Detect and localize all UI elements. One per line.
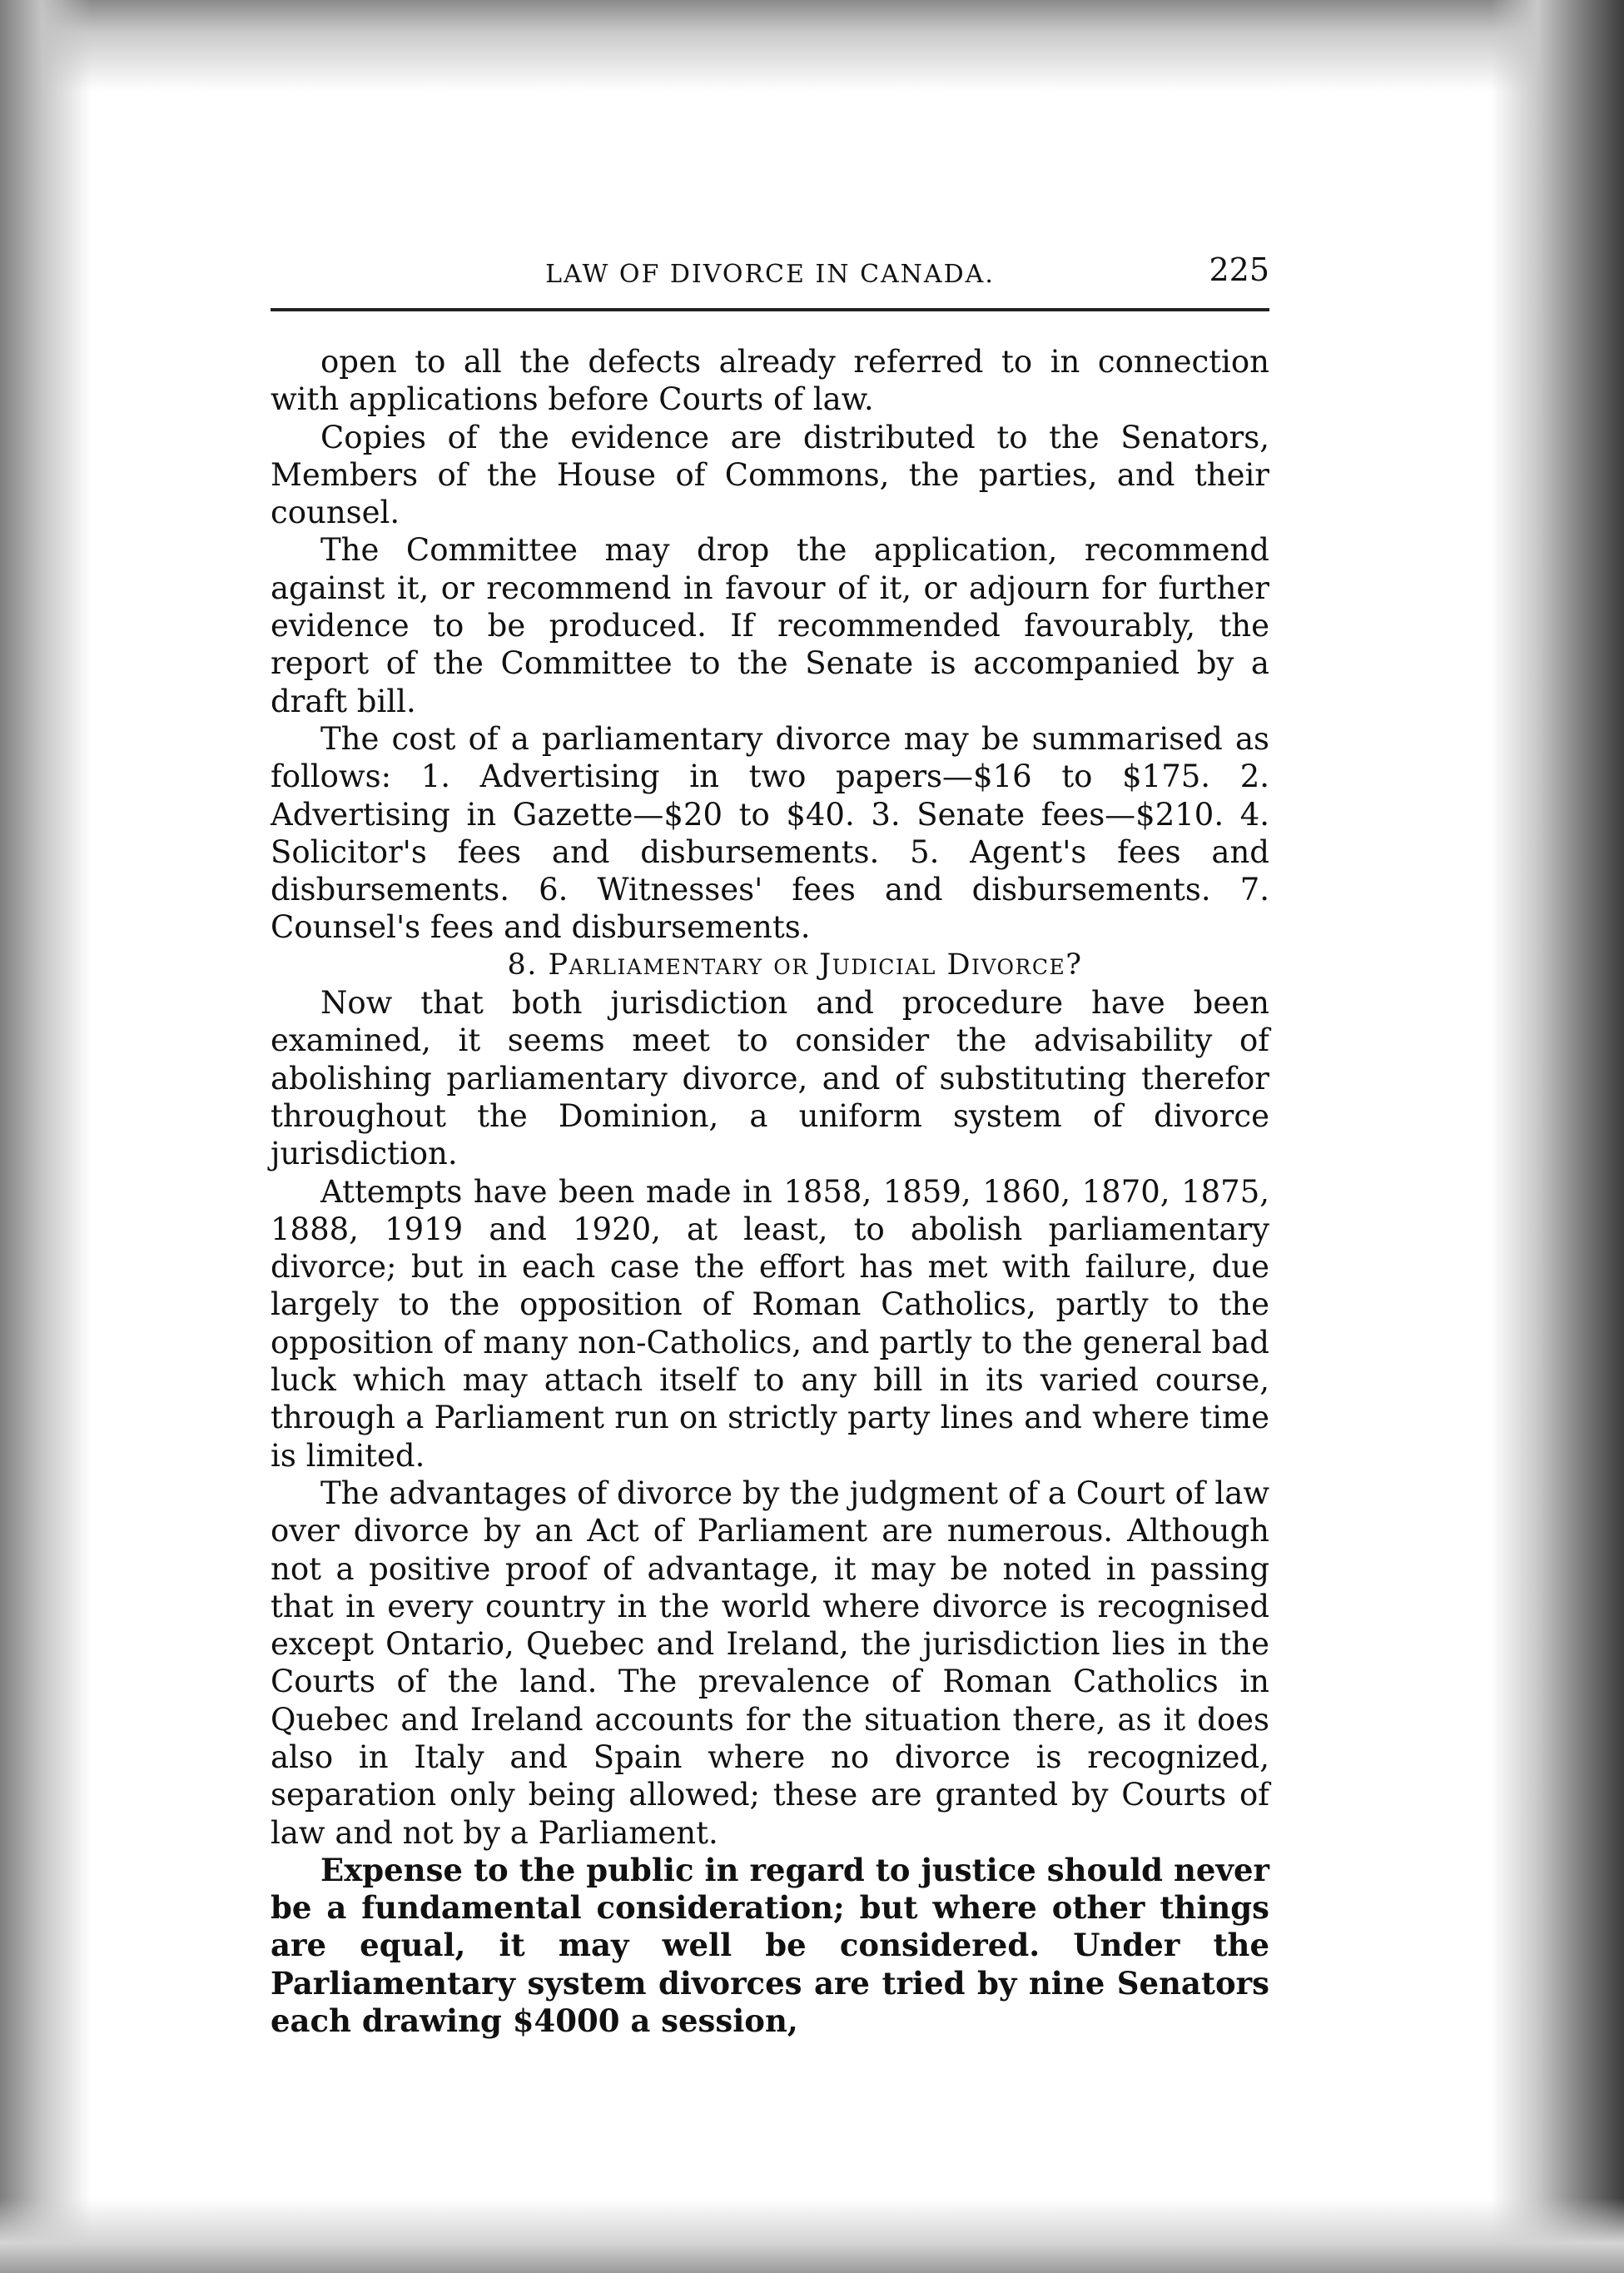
paragraph: Now that both jurisdiction and procedure have been examined, it seems meet to consider the advisability of abolishing parliamentary divorce, and of substituting therefor throughout the Dominion, a uniform system of divorce jurisdiction. <box>271 985 1269 1172</box>
running-title: LAW OF DIVORCE IN CANADA. <box>545 260 995 289</box>
running-head <box>271 250 1269 300</box>
paragraph: Expense to the public in regard to justice should never be a fundamental consideration; but where other things are equal, it may well be considered. Under the Parliamentary system divorces are tried by nine Senators each drawing $4000 a session, <box>271 1851 1269 2040</box>
paragraph: open to all the defects already referred to in connection with applications before Courts of law. <box>271 344 1269 418</box>
header-rule <box>271 308 1269 311</box>
paragraph: Copies of the evidence are distributed to the Senators, Members of the House of Commons, the parties, and their counsel. <box>271 419 1269 531</box>
scan-shadow-left <box>0 0 92 2273</box>
book-page <box>271 250 1269 2040</box>
paragraph: The advantages of divorce by the judgment of a Court of law over divorce by an Act of Parliament are numerous. Although not a positive proof of advantage, it may be noted in passing that in every country in the world where divorce is recognised except Ontario, Quebec and Ireland, the jurisdiction lies in the Courts of the land. The prevalence of Roman Catholics in Quebec and Ireland accounts for the situation there, as it does also in Italy and Spain where no divorce is recognized, separation only being allowed; these are granted by Courts of law and not by a Parliament. <box>271 1475 1269 1851</box>
paragraph: The cost of a parliamentary divorce may be summarised as follows: 1. Advertising in two papers—$16 to $175. 2. Advertising in Gazette—$20 to $40. 3. Senate fees—$210. 4. Solicitor's fees and disbursements. 5. Agent's fees and disbursements. 6. Witnesses' fees and disbursements. 7. Counsel's fees and disbursements. <box>271 720 1269 946</box>
scan-shadow-top <box>0 0 1624 92</box>
page-number: 225 <box>1209 251 1269 288</box>
section-heading: 8. Parliamentary or Judicial Divorce? <box>507 947 1083 982</box>
scan-shadow-right <box>1491 0 1624 2273</box>
body-text <box>271 343 1269 2040</box>
scan-shadow-bottom <box>0 2198 1624 2273</box>
paragraph: Attempts have been made in 1858, 1859, 1860, 1870, 1875, 1888, 1919 and 1920, at least, to abolish parliamentary divorce; but in each case the effort has met with failure, due largely to the opposition of Roman Catholics, partly to the opposition of many non-Catholics, and partly to the general bad luck which may attach itself to any bill in its varied course, through a Parliament run on strictly party lines and where time is limited. <box>271 1173 1269 1474</box>
paragraph: The Committee may drop the application, recommend against it, or recommend in favour of it, or adjourn for further evidence to be produced. If recommended favourably, the report of the Committee to the Senate is accompanied by a draft bill. <box>271 532 1269 719</box>
